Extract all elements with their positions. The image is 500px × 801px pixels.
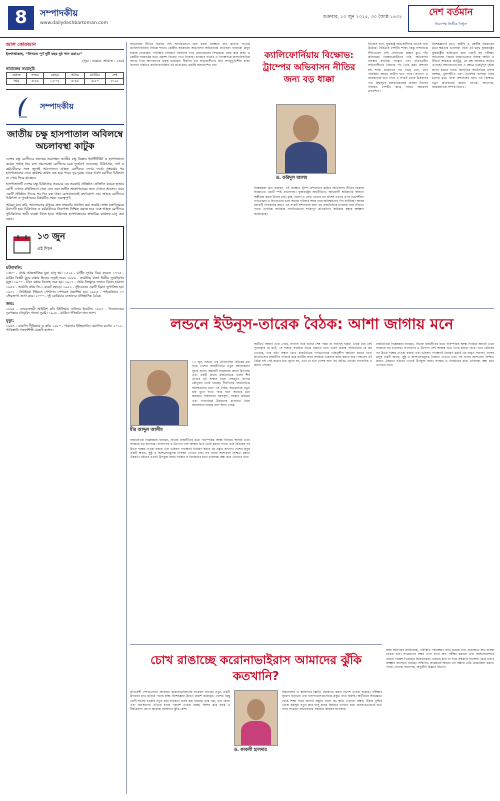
article-1-headline[interactable]: ক্যালিফোর্নিয়ায় বিক্ষোভ: ট্রাম্পের অভিবাসন নীতির জন্য বড় ধাক্কা (262, 51, 356, 85)
article-3-column-1: প্রতিবেশী দেশগুলোতে আবারও করোনাভাইরাসের সংক্রমণ বাড়ছে। নতুন একটি উপধরন দ্রুত ছড়িয়ে পড়ায় স্বাস্থ্য বিশেষজ্ঞরা উদ্বেগ প্রকাশ করেছেন। দেশেও কিছু রোগী শনাক্ত হওয়ায় নতুন করে সতর্কতা জারি করা হয়েছে। মাস্ক পরা, হাত ধোয়া এবং জনসমাগম এড়িয়ে চলার পরামর্শ দেওয়া হচ্ছে। বিশেষ করে বয়স্ক ও দীর্ঘমেয়াদি রোগে আক্রান্ত ব্যক্তিদের ঝুঁকি বেশি। (130, 690, 230, 712)
table-cell: সময় (7, 79, 27, 85)
page-number: 8 (8, 6, 34, 30)
article-1-column-2: বিশ্লেষকরা মনে করছেন, এই বিক্ষোভ ট্রাম্প প্রশাসনের কঠোর অভিবাসন নীতির বিরুদ্ধে জনমতের একটি স্পষ্ট প্রতিফলন। যুক্তরাষ্ট্রের অর্থনীতিতে অভিবাসী শ্রমিকদের অবদান অস্বীকার করার উপায় নেই; কৃষি, নির্মাণ ও সেবা খাতের বড় অংশই তাদের ওপর নির্ভরশীল। গণগ্রেপ্তার ও বিতাড়নের ভয়ে অনেক পরিবার আজ চরম অনিশ্চয়তায় দিন কাটাচ্ছে। আসন্ন মধ্যবর্তী নির্বাচনের আগে এই সংকট প্রশাসনের জন্য বড় রাজনৈতিক চ্যালেঞ্জ হয়ে দাঁড়াতে পারে। নাগরিক অধিকার সংগঠনগুলো শান্তিপূর্ণ প্রতিবাদের অধিকার রক্ষার আহ্বান জানিয়েছে। (254, 186, 364, 216)
editorial-paragraph: আমরা মনে করি, আলোচনার মাধ্যমে দ্রুত সংকটের সমাধান করা জরুরি। স্বাস্থ্য মন্ত্রণালয়কে উদ্যোগী হয়ে চিকিৎসক ও কর্মচারীদের নিরাপত্তা নিশ্চিত করতে হবে এবং আহত রোগীদের সুচিকিৎসার স্থায়ী ব্যবস্থা নিতে হবে। অবিলম্বে হাসপাতালের স্বাভাবিক কার্যক্রম চালু করা হোক। (6, 202, 124, 221)
column-divider (126, 42, 127, 794)
article-2-column-1: ১৩ জুন, লন্ডনে এক ঐতিহাসিক বৈঠকের মধ্য দিয়ে দেশের রাজনীতিতে নতুন আলোচনার সূচনা হলো। অন্তর্বর্তী সরকারের প্রধান উপদেষ্টা এবং একটি প্রধান রাজনৈতিক দলের শীর্ষ নেতার এই সাক্ষাৎ নিয়ে দেশজুড়ে ব্যাপক কৌতূহল তৈরি হয়েছে। দীর্ঘদিনের রাজনৈতিক অনিশ্চয়তার মধ্যে এই বৈঠক সমঝোতার নতুন দ্বার খুলে দিতে পারে বলে অনেকে মনে করছেন। নির্বাচনের সময়সূচি, সংস্কার কার্যক্রম এবং গণতান্ত্রিক উত্তরণের রূপরেখা নিয়ে আলোচনা হয়েছে বলে জানা গেছে। (192, 360, 250, 407)
site-url[interactable]: www.dailydeshbartoman.com (40, 21, 109, 26)
table-row (7, 79, 124, 85)
events-title: ঘটনাবলি: (6, 265, 23, 271)
table-cell: ফজর (26, 73, 44, 79)
article-3-side-column: স্বাস্থ্য অধিদপ্তর জানিয়েছে, পরিস্থিতি পর্যবেক্ষণে রাখা হয়েছে এবং প্রয়োজনে দ্রুত ব্যবস্থা নেওয়া হবে। সংক্রমণের লক্ষণ দেখা দিলে দ্রুত পরীক্ষা করানো এবং আইসোলেশনে থাকার পরামর্শ দিয়েছেন চিকিৎসকরা। গুজবে কান না দিয়ে সরকারি নির্দেশনা মেনে চলার আহ্বান জানানো হয়েছে। সম্মিলিত প্রচেষ্টায়ই আমরা এই সম্ভাব্য ঢেউ মোকাবিলা করতে পারব। লেখক: অধ্যাপক, অণুজীব বিজ্ঞান বিভাগ। (386, 648, 494, 670)
births-list: ১৮৬৫ - নোবেলজয়ী আইরিশ কবি উইলিয়াম বাটলার ইয়েটস। ১৮৯৭ - ফিনল্যান্ডের দূরপাল্লার দৌড়বিদ পাভো নুরমি। ১৯২৮ - মার্কিন গণিতবিদ জন ন্যাশ। (6, 306, 124, 316)
author-photo (130, 360, 188, 426)
prayer-table-title: নামাজের সময়সূচি (6, 66, 35, 72)
deaths-list: ১৯৬৭ - বাঙালি গীতিকার ও কবি। ১৯৮০ - গায়ানার ইতিহাসবিদ ওয়াল্টার রডনি। ২০১২ - পাকিস্তানি গজলশিল্পী মেহেদী হাসান। (6, 323, 124, 333)
quill-pen-icon (16, 96, 30, 118)
table-cell: ৩:৪৫ (26, 79, 44, 85)
masthead-logo (408, 5, 494, 32)
table-cell: ৪:৩৫ (66, 79, 84, 85)
article-2-author: মীর আব্দুল আলীম (130, 428, 163, 433)
table-cell: আসর (66, 73, 84, 79)
article-1-column-4: বিশেষজ্ঞদের মতে, স্থানীয় ও কেন্দ্রীয় সরকারের মধ্যে ক্ষমতার ভারসাম্য নিয়ে এই দ্বন্দ্ব যুক্তরাষ্ট্রের যুক্তরাষ্ট্রীয় কাঠামোর জন্য একটি বড় পরীক্ষা। অভিবাসন বিষয়ে রাজ্যগুলোর নিজস্ব আইন ও নীতির অধিকার কতটুকু, সে প্রশ্ন আবারও সামনে এসেছে। আদালতের রায় এ ক্ষেত্রে গুরুত্বপূর্ণ দৃষ্টান্ত স্থাপন করতে পারে। অন্যদিকে অর্থনৈতিক মন্দার আশঙ্কা, মূল্যস্ফীতি এবং বৈদেশিক বাণিজ্য নিয়ে চাপের মধ্যে থাকা প্রশাসনের জন্য এই বিক্ষোভ নতুন মাথাব্যথার কারণ। লেখক: অধ্যাপক, আন্তর্জাতিক সম্পর্ক বিভাগ। (432, 42, 494, 89)
table-cell: ১২:০৫ (44, 79, 66, 85)
article-2-headline[interactable]: লন্ডনে ইউনূস-তারেক বৈঠক: আশা জাগায় মনে (170, 315, 454, 333)
table-cell: ৬:৫০ (84, 79, 106, 85)
article-1-author: ড. ফরিদুল আলম (276, 176, 308, 181)
editorial-paragraph: হাসপাতালটি দেশের চক্ষু চিকিৎসার সবচেয়ে বড় সরকারি প্রতিষ্ঠান। প্রতিদিন কয়েক হাজার রোগী এখানে বহির্বিভাগে সেবা নেন এবং জটিল অস্ত্রোপচারের জন্য এখানে আসেন। এমন একটি প্রতিষ্ঠান দিনের পর দিন বন্ধ থাকা কোনোভাবেই গ্রহণযোগ্য নয়। আহত রোগীদের চিকিৎসা ও পুনর্বাসনের বিষয়টিও সমান গুরুত্বপূর্ণ। (6, 182, 124, 201)
article-1-column-1: অভিবাসন নীতির বিরুদ্ধে লস অ্যাঞ্জেলেসে শুরু হওয়া বিক্ষোভ দ্রুত ছড়িয়ে পড়েছে ক্যালিফোর্নিয়ার বিভিন্ন শহরে। কেন্দ্রীয় সরকারের অভিবাসন অভিযানের প্রতিবাদে হাজারো মানুষ রাস্তায় নেমেছেন। পরিস্থিতি নিয়ন্ত্রণে ন্যাশনাল গার্ড মোতায়েনের সিদ্ধান্তকে কেন্দ্র করে রাজ্য ও কেন্দ্রীয় সরকারের মধ্যে প্রকাশ্য বিরোধ দেখা দিয়েছে। রাজ্যের গভর্নর এ পদক্ষেপকে অসাংবিধানিক আখ্যা দিয়ে আদালতের দ্বারস্থ হয়েছেন। দীর্ঘদিন ধরে অভিবাসীদের প্রতি সহানুভূতিশীল রাজ্য হিসেবে পরিচিত ক্যালিফোর্নিয়ার এই প্রতিক্রিয়া মোটেই অপ্রত্যাশিত নয়। (130, 42, 250, 68)
author-photo (234, 690, 278, 746)
table-cell: যোহর (44, 73, 66, 79)
editorial-label: সম্পাদকীয় (40, 102, 74, 112)
main-column (130, 42, 494, 794)
masthead-tagline: নিরপেক্ষ নির্ভীক নির্ভুল (434, 22, 468, 26)
quran-box-title: আল কোরআন (6, 42, 124, 50)
article-2-intro (130, 268, 250, 306)
this-day-label: এই দিনে (37, 247, 52, 253)
article-3-headline[interactable]: চোখ রাঙাচ্ছে করোনাভাইরাস আমাদের ঝুঁকি কতখানি? (150, 653, 362, 683)
births-title: জন্ম: (6, 300, 15, 306)
author-photo (276, 104, 336, 174)
article-1-column-3: ইতিহাস বলে, যুক্তরাষ্ট্র অভিবাসীদের হাতেই গড়ে উঠেছে। বৈচিত্র্যই দেশটির শক্তি। কিন্তু সাম্প্রতিক নীতিগুলো সেই ঐতিহ্যকে প্রশ্নের মুখে দাঁড় করিয়েছে। বিক্ষোভকারীদের দাবি, অভিবাসন ব্যবস্থার মানবিক সংস্কার এবং নথিপত্রহীন অভিবাসীদের বৈধতার পথ তৈরি করা। প্রশাসন যদি শক্তি প্রয়োগের পথ বেছে নেয়, তবে পরিস্থিতি আরও জটিল হতে পারে। সংলাপ ও সমঝোতাই হতে পারে এ সংকট থেকে উত্তরণের পথ। বিশ্বজুড়ে মানবাধিকারের প্রবক্তা হিসেবে পরিচিত দেশটির কাছে সংযত আচরণই প্রত্যাশিত। (368, 42, 428, 94)
masthead-name: দেশ বর্তমান (429, 7, 473, 18)
article-2-column-2: অতীতে বহুবার দেখা গেছে, সংলাপ শুরু হলেও শেষ পর্যন্ত তা ফলপ্রসূ হয়নি। এবার যেন সেই পুনরাবৃত্তি না ঘটে, সে বিষয়ে সবাইকে সতর্ক থাকতে হবে। তরুণ প্রজন্ম পরিবর্তনের যে স্বপ্ন দেখেছে, তার প্রতি সম্মান রেখে রাজনৈতিক দলগুলোকে দায়িত্বশীল আচরণ করতে হবে। প্রতিহিংসার রাজনীতি পরিহার করে জাতীয় স্বার্থে সবাইকে একসঙ্গে কাজ করতে হবে। লন্ডনের এই বৈঠক যদি সেই যাত্রার শুভ সূচনা হয়, তবে তা হবে দেশের জন্য বড় প্রাপ্তি। লেখক: সাংবাদিক ও কলাম লেখক। (254, 342, 372, 368)
this-day-box (6, 226, 124, 260)
events-list: ১৩৮০ - প্রথম আন্তর্জাতিক মুদ্রা চালু হয়। ১৫২৫ - মার্টিন লুথার বিয়ে করেন। ১৭৭৫ - মার্কিন বিপ্লবী যুদ্ধে বাঙ্কার হিলের লড়াই শুরু। ১৮৮৬ - জার্মানির রাজা দ্বিতীয় লুডভিগের মৃত্যু। ১৯০০ - চীনে বক্সার বিদ্রোহ শুরু হয়। ১৯১৭ - প্রথম বিশ্বযুদ্ধে লন্ডনে বিমান হামলা। ১৯৪৪ - জার্মানি প্রথম ভি-১ রকেট ছোড়ে। ১৯৫২ - সুইডেনের একটি বিমান ভূপাতিত হয়। ১৯৭১ - নিউইয়র্ক টাইমসে পেন্টাগন পেপারস প্রকাশিত হয়। ১৯৮৩ - পাইওনিয়ার ১০ সৌরজগৎ ত্যাগ করে। ২০০০ - দুই কোরিয়ার নেতাদের ঐতিহাসিক বৈঠক। (6, 271, 124, 299)
article-2-column-1b: রাজনৈতিক বিশ্লেষকরা বলছেন, বিভক্ত রাজনীতির মধ্যে পারস্পরিক আস্থা ফিরিয়ে আনাই এখন সবচেয়ে বড় চ্যালেঞ্জ। সংলাপের এ উদ্যোগ সেই আস্থার ভিত তৈরি করতে পারে। তবে বৈঠকের পর উভয় পক্ষের দেওয়া বক্তব্য এবং ভবিষ্যৎ পদক্ষেপই নির্ধারণ করবে এর প্রকৃত সাফল্য। দেশের মানুষ একটি অবাধ, সুষ্ঠু ও অংশগ্রহণমূলক নির্বাচন দেখতে চায়। সব দলের অংশগ্রহণ নিশ্চিত করতে ঐকমত্য গঠনের এখনই উপযুক্ত সময়। সংস্কার ও নির্বাচনের মধ্যে ভারসাম্য রক্ষা করে এগোতে হবে। (130, 438, 250, 460)
editorial-logo (6, 89, 124, 125)
calendar-icon (13, 234, 31, 254)
table-cell: মাগরিব (84, 73, 106, 79)
page-header (0, 0, 500, 38)
quran-source: (সূরা : বাকারা, আয়াত : ২৩৩) (82, 59, 124, 63)
table-cell: ওয়াক্ত (7, 73, 27, 79)
article-3-author: ড. কাকলী হালদার (234, 748, 267, 753)
article-2-column-3: রাজনৈতিক বিশ্লেষকরা বলছেন, বিভক্ত রাজনীতির মধ্যে পারস্পরিক আস্থা ফিরিয়ে আনাই এখন সবচেয়ে বড় চ্যালেঞ্জ। সংলাপের এ উদ্যোগ সেই আস্থার ভিত তৈরি করতে পারে। তবে বৈঠকের পর উভয় পক্ষের দেওয়া বক্তব্য এবং ভবিষ্যৎ পদক্ষেপই নির্ধারণ করবে এর প্রকৃত সাফল্য। দেশের মানুষ একটি অবাধ, সুষ্ঠু ও অংশগ্রহণমূলক নির্বাচন দেখতে চায়। সব দলের অংশগ্রহণ নিশ্চিত করতে ঐকমত্য গঠনের এখনই উপযুক্ত সময়। সংস্কার ও নির্বাচনের মধ্যে ভারসাম্য রক্ষা করে এগোতে হবে। (376, 342, 494, 368)
left-column (6, 42, 124, 794)
section-divider (130, 644, 382, 645)
table-cell: এশা (106, 73, 124, 79)
section-title: সম্পাদকীয় (40, 9, 78, 19)
issue-date: শুক্রবার, ১৩ জুন ২০২৫, ৩০ জ্যৈষ্ঠ ১৪৩২ (323, 15, 402, 20)
section-divider (130, 308, 494, 309)
this-day-date: ১৩ জুন (37, 232, 66, 243)
table-cell: ৮:২৫ (106, 79, 124, 85)
editorial-headline[interactable]: জাতীয় চক্ষু হাসপাতাল অবিলম্বে অচলাবস্থা কাটুক (7, 130, 123, 153)
deaths-title: মৃত্যু: (6, 317, 14, 323)
quran-quote: ইনশাআল্লাহ, “লিখতে পূর্ণ দুটি বছর দুধ পান করাও।” (6, 52, 83, 56)
prayer-times-table (6, 72, 124, 85)
article-3-column-2: বিমানবন্দর ও স্থলবন্দরে স্ক্রিনিং জোরদার করার নির্দেশ দেওয়া হয়েছে। পরীক্ষার সুযোগ বাড়ানো এবং হাসপাতালগুলোকে প্রস্তুত রাখা জরুরি। অতীতের অভিজ্ঞতা থেকে শিক্ষা নিয়ে আগাম প্রস্তুতি নিলে বড় ক্ষতি এড়ানো সম্ভব। টিকার বুস্টার ডোজ কর্মসূচি নতুন করে চালু করার বিষয়েও ভাবতে হবে। জনসচেতনতাই হতে পারে সংক্রমণ প্রতিরোধের সবচেয়ে কার্যকর হাতিয়ার। (282, 690, 382, 712)
editorial-paragraph: দেশের চক্ষু রোগীদের অন্যতম ভরসাস্থল জাতীয় চক্ষু বিজ্ঞান ইনস্টিটিউট ও হাসপাতালে কয়েক সপ্তাহ ধরে চলা অচলাবস্থা রোগীদের চরম দুর্ভোগে ফেলেছে। চিকিৎসক, নার্স ও কর্মচারীদের সঙ্গে জুলাই আন্দোলনে আহত রোগীদের দফায় দফায় সংঘর্ষের পর হাসপাতালের সেবা কার্যক্রম কার্যত বন্ধ হয়ে পড়ে। দূর-দূরান্ত থেকে আসা রোগীরা চিকিৎসা না পেয়ে ফিরে যাচ্ছেন। (6, 157, 124, 180)
